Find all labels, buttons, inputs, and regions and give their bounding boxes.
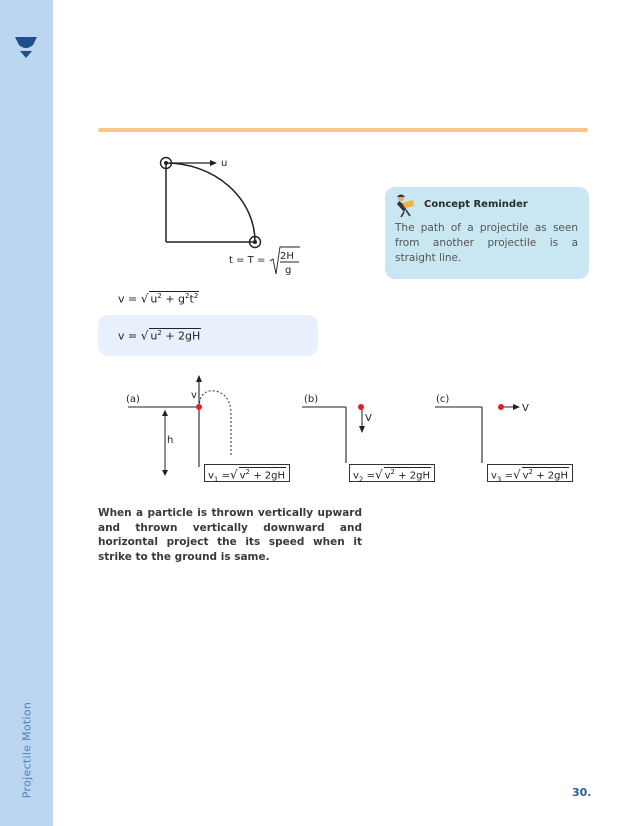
velocity-equation-1: v = √ $u^2 + g^2t^2$ [118,291,199,306]
formula-c-rhs: + 2gH [536,470,568,482]
velocity-v-label: v [191,390,197,401]
case-a-label: (a) [126,394,140,405]
explanation-paragraph: When a particle is thrown vertically upward and thrown vertically downward and horizontal project the its speed when it strike to the ground is same. [98,507,362,563]
eq2-lhs: v = [118,329,138,343]
sidebar-chapter-title: Projectile Motion [20,701,34,799]
eq2-rhs: + 2gH [165,329,201,343]
fraction-numerator: 2H [280,251,294,262]
formula-box-a: $v_1$ =√ $v^2 + 2gH$ [204,464,290,482]
time-formula-label: t = T = [229,255,266,266]
person-reading-icon [392,192,418,218]
height-h-label: h [167,435,174,446]
velocity-V-label-c: V [522,403,529,414]
sidebar [0,0,53,826]
case-c-label: (c) [436,394,450,405]
quarter-circle-figure [150,150,320,280]
velocity-u-label: u [221,158,228,169]
header-rule [98,128,588,132]
formula-box-b: $v_2$ =√ $v^2 + 2gH$ [349,464,435,482]
formula-box-c: $v_3$ =√ $v^2 + 2gH$ [487,464,573,482]
formula-b-rhs: + 2gH [398,470,430,482]
velocity-V-label-b: V [365,413,372,424]
page-number: 30. [572,786,592,799]
fraction-denominator: g [285,265,292,276]
velocity-equation-2: v = √ $u^2 + 2gH$ [118,328,201,343]
case-b-label: (b) [304,394,319,405]
concept-reminder-text: The path of a projectile as seen from another projectile is a straight line. [395,222,578,264]
concept-reminder-title: Concept Reminder [424,199,528,210]
eq1-lhs: v = [118,292,138,306]
formula-a-rhs: + 2gH [253,470,285,482]
brand-logo-icon [15,37,37,59]
